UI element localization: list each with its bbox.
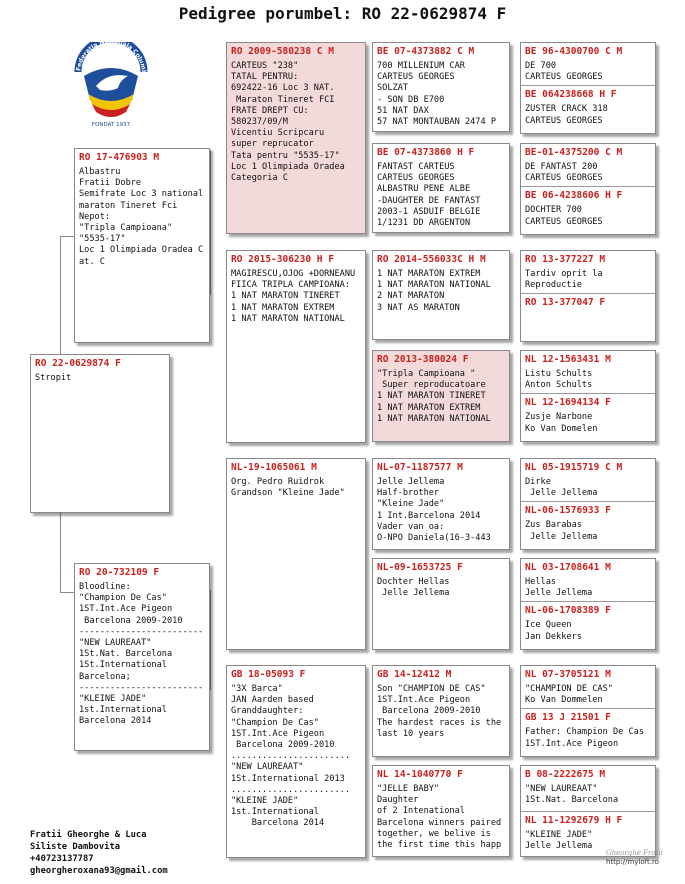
- pigeon-notes: Father: Champion De Cas 1ST.Int.Ace Pigeon: [525, 727, 644, 749]
- pigeon-notes: "JELLE BABY" Daughter of 2 Intenational Barcelona winners paired together, we belive is the first time this happ: [377, 784, 502, 851]
- pigeon-notes: Son "CHAMPION DE CAS" 1ST.Int.Ace Pigeon Barcelona 2009-2010 The hardest races is the last 10 years: [377, 684, 502, 739]
- ring-number: RO 2014-556033C H M: [377, 254, 486, 265]
- pigeon-card-sire-dam: [226, 250, 366, 443]
- pigeon-card-subject: [30, 354, 170, 513]
- ring-number: RO 13-377047 F: [525, 297, 606, 309]
- pigeon-notes: Zusje Narbone Ko Van Domelen: [525, 412, 598, 434]
- svg-text:FONDAT 1937: FONDAT 1937: [91, 122, 131, 128]
- pigeon-card-ssd: [372, 143, 510, 233]
- pigeon-notes: "KLEINE JADE" Jelle Jellema: [525, 830, 593, 852]
- signature: Gheorghe Fratii: [606, 849, 663, 857]
- pigeon-notes: Org. Pedro Ruidrok Grandson "Kleine Jade": [231, 477, 345, 499]
- pigeon-card-dam-sire: [226, 458, 366, 650]
- ring-number: NL 07-3705121 M: [525, 669, 611, 680]
- ring-number: GB 13 J 21501 F: [525, 712, 611, 724]
- pigeon-card-sds: [372, 250, 510, 340]
- pigeon-notes: Stropit: [35, 373, 72, 383]
- pigeon-card-ddd: [372, 765, 510, 857]
- pigeon-card-dds: [372, 665, 510, 757]
- pigeon-notes: DE 700 CARTEUS GEORGES: [525, 61, 603, 83]
- pigeon-notes: Zus Barabas Jelle Jellema: [525, 520, 598, 542]
- watermark-link[interactable]: http://myloft.ro: [606, 858, 659, 866]
- connector: [210, 590, 211, 690]
- ring-number: RO 2013-380024 F: [377, 354, 469, 365]
- ring-number: NL 03-1708641 M: [525, 562, 611, 573]
- ring-number: NL 14-1040770 F: [377, 769, 463, 780]
- pigeon-notes: "Tripla Campioana " Super reproducatoare 1 NAT MARATON TINERET 1 NAT MARATON EXTREM 1 NAT MARATON NATIONAL: [377, 369, 491, 424]
- connector: [60, 236, 74, 237]
- pigeon-card-g2: [520, 143, 656, 235]
- ring-number: RO 20-732109 F: [79, 567, 160, 578]
- connector: [60, 236, 61, 354]
- pigeon-notes: "3X Barca" JAN Aarden based Granddaughter: "Champion De Cas" 1ST.Int.Ace Pigeon Barcelona 2009-2010 ....................... "NEW LAUREAAT" 1St.International 2013 ....................... "KLEINE JADE" 1st.International Barcelona 2014: [231, 684, 350, 829]
- pigeon-card-g5: [520, 458, 656, 550]
- ring-number: BE 07-4373860 H F: [377, 147, 475, 158]
- ring-number: NL 12-1563431 M: [525, 354, 611, 365]
- ring-number: RO 13-377227 M: [525, 254, 606, 265]
- svg-text:Federatia Nationala Columbofil: Federatia N nala Columb: [75, 42, 148, 75]
- ring-number: GB 18-05093 F: [231, 669, 306, 680]
- pigeon-card-sss: [372, 42, 510, 132]
- pigeon-card-sdd: [372, 350, 510, 442]
- ring-number: NL 11-1292679 H F: [525, 815, 623, 826]
- pigeon-card-dam-dam: [226, 665, 366, 858]
- highlight-block: [521, 766, 655, 811]
- ring-number: GB 14-12412 M: [377, 669, 452, 680]
- connector: [60, 592, 74, 593]
- page-title: Pedigree porumbel: RO 22-0629874 F: [178, 4, 507, 23]
- ring-number: NL-06-1576933 F: [525, 505, 611, 517]
- pigeon-card-g1: [520, 42, 656, 134]
- ring-number: RO 2009-580238 C M: [231, 46, 334, 57]
- pigeon-notes: Ice Queen Jan Dekkers: [525, 620, 582, 642]
- ring-number: NL 12-1694134 F: [525, 397, 611, 409]
- pigeon-notes: "CHAMPION DE CAS" Ko Van Dommelen: [525, 684, 613, 706]
- highlight-block: [521, 666, 655, 708]
- ring-number: NL-06-1708389 F: [525, 605, 611, 617]
- ring-number: BE 96-4300700 C M: [525, 46, 623, 57]
- pigeon-notes: Hellas Jelle Jellema: [525, 577, 593, 599]
- pigeon-notes: Dochter Hellas Jelle Jellema: [377, 577, 450, 599]
- connector: [60, 513, 61, 593]
- ring-number: NL-07-1187577 M: [377, 462, 463, 473]
- ring-number: NL-09-1653725 F: [377, 562, 463, 573]
- pigeon-notes: Dirke Jelle Jellema: [525, 477, 598, 499]
- pigeon-notes: Bloodline: "Champion De Cas" 1ST.Int.Ace Pigeon Barcelona 2009-2010 ------------------------ "NEW LAUREAAT" 1St.Nat. Barcelona 1St.International Barcelona; ------------------------ "KLEINE JADE" 1st.International Barcelona 2014: [79, 582, 204, 727]
- pigeon-card-g3: [520, 250, 656, 342]
- pigeon-card-dsd: [372, 558, 510, 650]
- ring-number: RO 22-0629874 F: [35, 358, 121, 369]
- ring-number: RO 2015-306230 H F: [231, 254, 334, 265]
- pigeon-notes: [521, 310, 655, 314]
- connector: [210, 150, 211, 295]
- ring-number: BE 07-4373882 C M: [377, 46, 475, 57]
- pigeon-notes: Jelle Jellema Half-brother "Kleine Jade" 1 Int.Barcelona 2014 Vader van oa: O-NPO Daniela(16-3-443: [377, 477, 491, 544]
- pigeon-notes: 1 NAT MARATON EXTREM 1 NAT MARATON NATIONAL 2 NAT MARATON 3 NAT AS MARATON: [377, 269, 491, 313]
- pigeon-notes: DE FANTAST 200 CARTEUS GEORGES: [525, 162, 603, 184]
- pigeon-notes: Albastru Fratii Dobre Semifrate Loc 3 national maraton Tineret Fci Nepot: "Tripla Campioana" "5535-17" Loc 1 Olimpiada Oradea C at. C: [79, 167, 204, 267]
- pigeon-notes: Listu Schults Anton Schults: [525, 369, 593, 391]
- ring-number: BE-01-4375200 C M: [525, 147, 623, 158]
- ring-number: BE 06-4238606 H F: [525, 190, 623, 202]
- pigeon-card-sire-sire: [226, 42, 366, 234]
- pigeon-notes: "NEW LAUREAAT" 1St.Nat. Barcelona: [525, 784, 619, 806]
- federation-logo: [70, 42, 152, 128]
- pigeon-card-sire: [74, 148, 210, 343]
- pigeon-card-g6: [520, 558, 656, 650]
- pigeon-notes: FANTAST CARTEUS CARTEUS GEORGES ALBASTRU PENE ALBE -DAUGHTER DE FANTAST 2003-1 ASDUIF BELGIE 1/1231 DD ARGENTON: [377, 162, 481, 229]
- ring-number: B 08-2222675 M: [525, 769, 606, 780]
- pigeon-card-g8: [520, 765, 656, 857]
- pigeon-card-g4: [520, 350, 656, 442]
- pigeon-notes: Tardiv oprit la Reproductie: [525, 269, 603, 291]
- pigeon-card-g7: [520, 665, 656, 757]
- pigeon-notes: DOCHTER 700 CARTEUS GEORGES: [525, 205, 603, 227]
- ring-number: BE 064238668 H F: [525, 89, 617, 101]
- ring-number: RO 17-476903 M: [79, 152, 160, 163]
- ring-number: NL 05-1915719 C M: [525, 462, 623, 473]
- pigeon-notes: 700 MILLENIUM CAR CARTEUS GEORGES SOLZAT - SON DB E700 51 NAT DAX 57 NAT MONTAUBAN 2474 P: [377, 61, 496, 128]
- pigeon-card-dam: [74, 563, 210, 751]
- pigeon-card-dss: [372, 458, 510, 550]
- pigeon-notes: ZUSTER CRACK 318 CARTEUS GEORGES: [525, 104, 608, 126]
- pigeon-notes: MAGIRESCU,OJOG +DORNEANU FIICA TRIPLA CAMPIOANA: 1 NAT MARATON TINERET 1 NAT MARATON EXTREM 1 NAT MARATON NATIONAL: [231, 269, 356, 324]
- ring-number: NL-19-1065061 M: [231, 462, 317, 473]
- pigeon-notes: CARTEUS "238" TATAL PENTRU: 692422-16 Loc 3 NAT. Maraton Tineret FCI FRATE DREPT CU: 580237/09/M Vicentiu Scripcaru super reprucator Tata pentru "5535-17" Loc 1 Olimpiada Oradea Categoria C: [231, 61, 345, 184]
- owner-contact: Fratii Gheorghe & Luca Siliste Dambovita +40723137787 gheorgheroxana93@gmail.com: [30, 830, 168, 876]
